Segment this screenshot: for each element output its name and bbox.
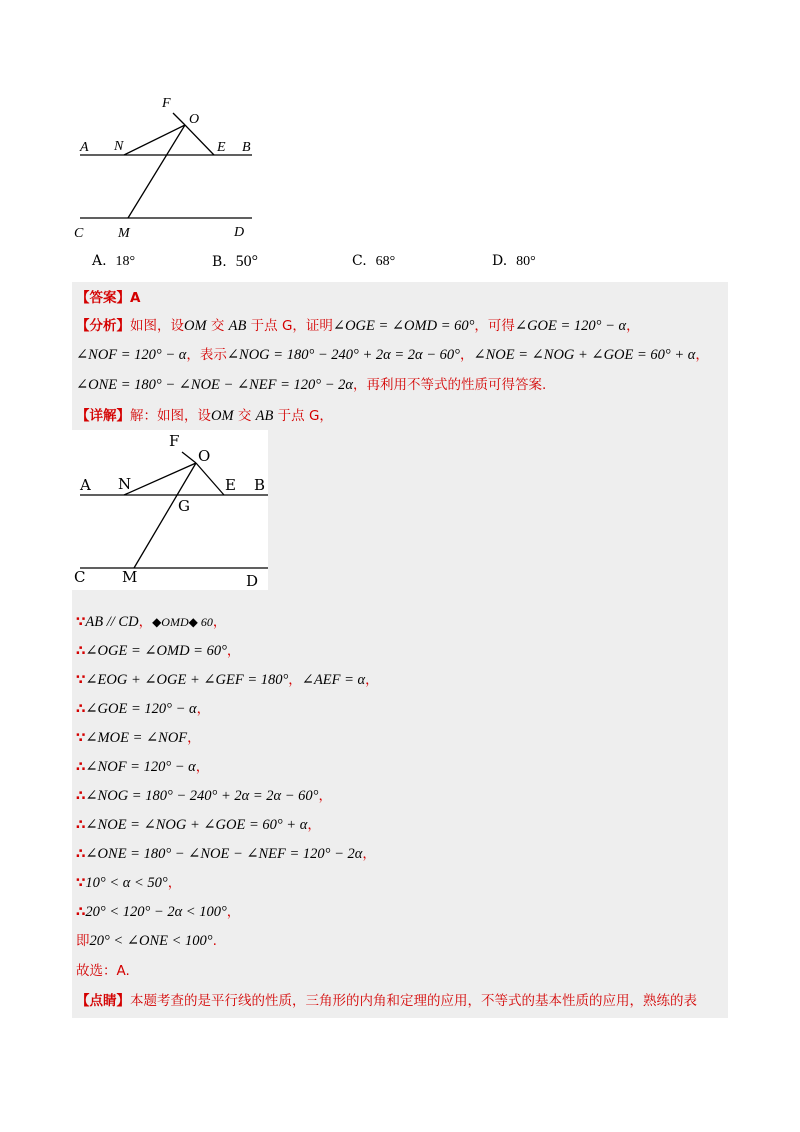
option-c-letter: C. bbox=[352, 253, 367, 269]
step-line bbox=[76, 639, 240, 660]
step-math: ∠NOE = ∠NOG + ∠GOE = 60° + α bbox=[85, 817, 308, 833]
analysis-tag: 【分析】 bbox=[76, 318, 130, 334]
fig2-label-B: B bbox=[254, 476, 266, 494]
detail-t3: 于点 G， bbox=[273, 408, 333, 424]
fig2-label-N: N bbox=[118, 475, 132, 493]
comment-text: 本题考查的是平行线的性质，三角形的内角和定理的应用，不等式的基本性质的应用，熟练的表 bbox=[130, 993, 697, 1009]
step-symbol: ∵ bbox=[76, 672, 86, 688]
analysis-l1-m3: ∠OGE = ∠OMD = 60° bbox=[332, 318, 475, 334]
fig2-label-O: O bbox=[198, 447, 211, 465]
geometry-figure-1 bbox=[72, 92, 272, 242]
geometry-figure-2 bbox=[72, 430, 268, 590]
analysis-l2-t3: ， bbox=[695, 347, 709, 363]
fig2-label-M: M bbox=[122, 568, 138, 586]
answer-options bbox=[92, 253, 592, 275]
option-a-value: 18° bbox=[115, 254, 136, 269]
analysis-l1-m4: ∠GOE = 120° − α bbox=[514, 318, 627, 334]
comment-tag: 【点睛】 bbox=[76, 993, 130, 1009]
answer-tag: 【答案】 bbox=[76, 290, 130, 306]
label-O: O bbox=[189, 112, 200, 127]
step-math: 10° < α < 50° bbox=[85, 875, 168, 891]
step-math: ∠MOE = ∠NOF bbox=[85, 730, 188, 746]
step-math: 20° < ∠ONE < 100° bbox=[89, 933, 213, 949]
step-symbol: ∴ bbox=[76, 817, 86, 833]
step-math: ∠NOF = 120° − α bbox=[85, 759, 196, 775]
step-tail: ， bbox=[362, 846, 376, 862]
step-symbol: 即 bbox=[76, 933, 90, 949]
analysis-l2-m3: ∠NOE = ∠NOG + ∠GOE = 60° + α bbox=[473, 347, 696, 363]
detail-intro-line bbox=[76, 404, 333, 425]
step-line bbox=[76, 871, 181, 892]
choice-line bbox=[76, 959, 130, 979]
step-symbol: ∴ bbox=[76, 643, 86, 659]
choice-text: 故选：A. bbox=[76, 963, 130, 979]
step-tail: ， bbox=[196, 701, 211, 717]
detail-m1: OM bbox=[211, 408, 234, 424]
step-line bbox=[76, 784, 332, 805]
label-D: D bbox=[234, 225, 245, 240]
label-M: M bbox=[118, 226, 130, 241]
analysis-line-2 bbox=[76, 343, 709, 364]
step-tail-2: ， bbox=[212, 614, 227, 630]
analysis-l1-t2: 交 bbox=[206, 318, 229, 334]
detail-t1: 解：如图，设 bbox=[130, 408, 211, 424]
option-d-letter: D. bbox=[492, 253, 508, 269]
label-A: A bbox=[80, 140, 89, 155]
label-E: E bbox=[217, 140, 226, 155]
answer-line bbox=[76, 286, 140, 306]
step-symbol: ∵ bbox=[76, 614, 86, 630]
detail-tag: 【详解】 bbox=[76, 408, 130, 424]
step-symbol: ∴ bbox=[76, 846, 86, 862]
option-c-value: 68° bbox=[375, 254, 396, 269]
step-symbol: ∴ bbox=[76, 788, 86, 804]
fig2-label-D: D bbox=[246, 572, 259, 590]
step-tail-2: ， bbox=[365, 672, 379, 688]
step-tail: ， bbox=[195, 759, 210, 775]
analysis-l2-t1: ，表示 bbox=[186, 347, 227, 363]
figure-2-svg bbox=[72, 430, 268, 590]
step-tail: ， bbox=[226, 904, 241, 920]
analysis-l2-m2: ∠NOG = 180° − 240° + 2α = 2α − 60° bbox=[226, 347, 460, 363]
analysis-l2-t2: ， bbox=[459, 347, 474, 363]
option-b[interactable] bbox=[212, 253, 258, 271]
step-line bbox=[76, 755, 209, 776]
label-N: N bbox=[114, 139, 124, 154]
label-C: C bbox=[74, 226, 84, 241]
label-F: F bbox=[162, 96, 171, 111]
answer-text: A bbox=[130, 290, 141, 306]
step-symbol: ∴ bbox=[76, 701, 86, 717]
step-tail: . bbox=[212, 933, 217, 949]
option-d-value: 80° bbox=[516, 254, 536, 269]
detail-m2: AB bbox=[255, 408, 274, 424]
step-tail: ， bbox=[226, 643, 241, 659]
step-math: 20° < 120° − 2α < 100° bbox=[85, 904, 227, 920]
step-symbol: ∴ bbox=[76, 759, 86, 775]
step-math: ∠ONE = 180° − ∠NOE − ∠NEF = 120° − 2α bbox=[85, 846, 363, 862]
step-line bbox=[76, 697, 210, 718]
solution-block bbox=[72, 282, 728, 1018]
analysis-l1-m2: AB bbox=[228, 318, 247, 334]
fig2-label-C: C bbox=[74, 568, 86, 586]
option-b-letter: B. bbox=[212, 254, 227, 270]
analysis-l1-t5: ， bbox=[626, 318, 640, 334]
step-math-2: ◆OMD◆ 60 bbox=[152, 615, 213, 629]
detail-t2: 交 bbox=[233, 408, 256, 424]
analysis-l2-m1: ∠NOF = 120° − α bbox=[76, 347, 187, 363]
step-tail: ， bbox=[288, 672, 302, 688]
option-a[interactable] bbox=[92, 253, 135, 270]
analysis-l1-t4: ，可得 bbox=[474, 318, 515, 334]
fig2-label-E: E bbox=[225, 476, 236, 494]
analysis-l1-t3: 于点 G，证明 bbox=[246, 318, 333, 334]
analysis-l1-t1: 如图，设 bbox=[130, 318, 184, 334]
step-line bbox=[76, 929, 217, 950]
figure-1-svg bbox=[72, 92, 272, 242]
step-line bbox=[76, 813, 321, 834]
analysis-l3-m1: ∠ONE = 180° − ∠NOE − ∠NEF = 120° − 2α bbox=[76, 377, 353, 393]
step-tail: ， bbox=[167, 875, 182, 891]
option-d[interactable] bbox=[492, 253, 536, 270]
step-tail: ， bbox=[318, 788, 332, 804]
fig2-label-F: F bbox=[169, 432, 180, 450]
step-math: ∠OGE = ∠OMD = 60° bbox=[85, 643, 227, 659]
step-tail: ， bbox=[138, 614, 153, 630]
step-line bbox=[76, 668, 379, 689]
step-math-2: ∠AEF = α bbox=[301, 672, 366, 688]
step-tail: ， bbox=[307, 817, 321, 833]
option-b-value: 50° bbox=[235, 253, 259, 270]
step-symbol: ∵ bbox=[76, 875, 86, 891]
step-math: ∠EOG + ∠OGE + ∠GEF = 180° bbox=[85, 672, 289, 688]
step-symbol: ∵ bbox=[76, 730, 86, 746]
step-math: AB // CD bbox=[85, 614, 139, 630]
comment-line bbox=[76, 989, 697, 1009]
step-tail: ， bbox=[187, 730, 201, 746]
fig2-label-G: G bbox=[178, 497, 190, 515]
option-c[interactable] bbox=[352, 253, 395, 270]
analysis-line-1 bbox=[76, 314, 640, 335]
label-B: B bbox=[242, 140, 251, 155]
step-math: ∠GOE = 120° − α bbox=[85, 701, 197, 717]
step-line bbox=[76, 842, 376, 863]
step-symbol: ∴ bbox=[76, 904, 86, 920]
step-math: ∠NOG = 180° − 240° + 2α = 2α − 60° bbox=[85, 788, 319, 804]
analysis-l1-m1: OM bbox=[184, 318, 207, 334]
option-a-letter: A. bbox=[92, 253, 107, 269]
fig2-label-A: A bbox=[80, 476, 91, 494]
step-line bbox=[76, 900, 240, 921]
step-line bbox=[76, 610, 226, 631]
step-line bbox=[76, 726, 201, 747]
analysis-l3-t1: ，再利用不等式的性质可得答案. bbox=[352, 377, 547, 393]
analysis-line-3 bbox=[76, 373, 546, 394]
